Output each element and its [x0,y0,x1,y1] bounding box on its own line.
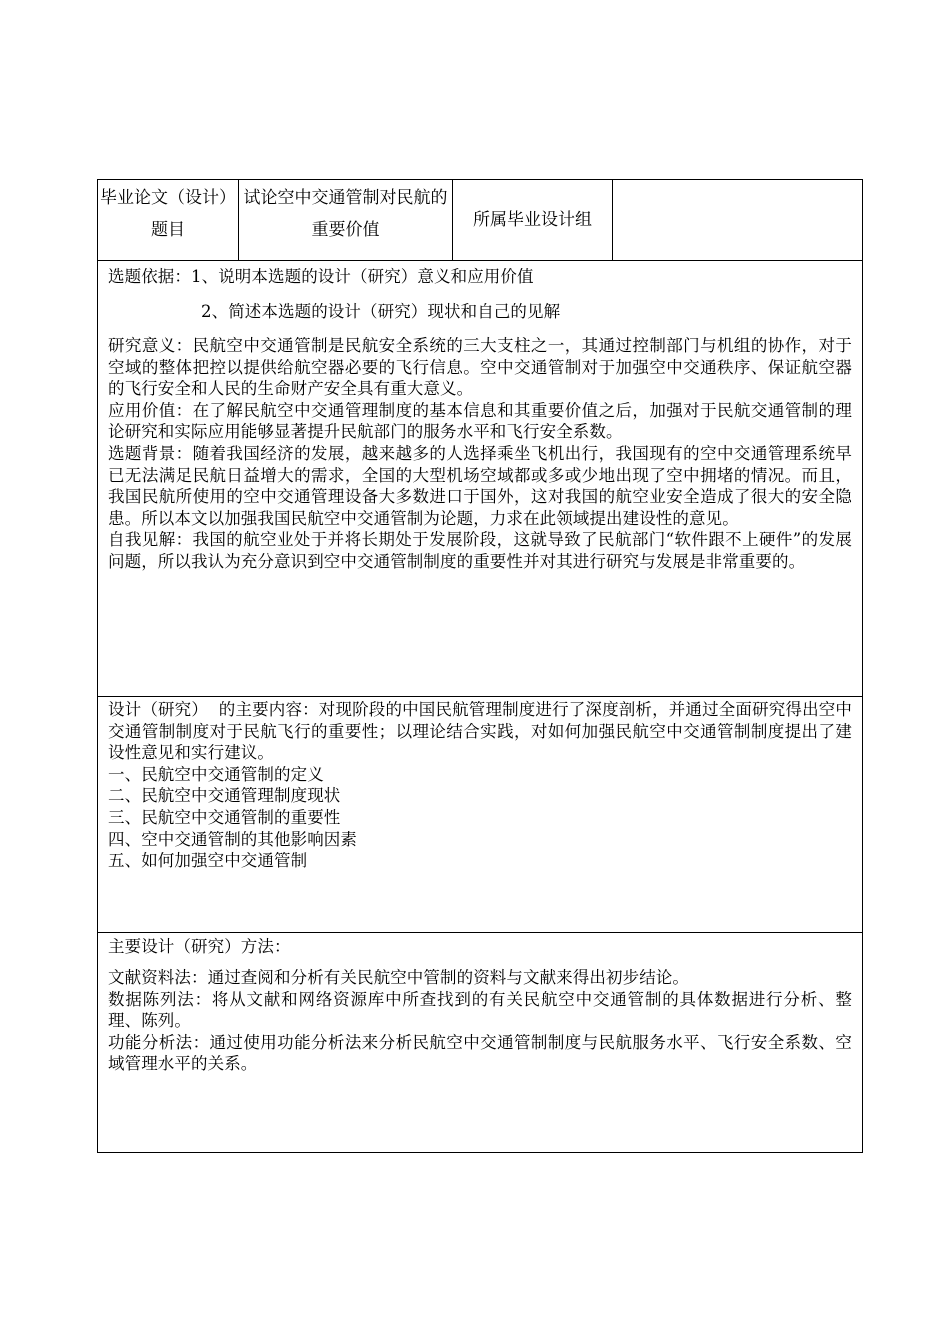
basis-section [98,261,862,696]
content-item: 四、空中交通管制的其他影响因素 [108,829,357,849]
content-item: 一、民航空中交通管制的定义 [108,764,324,784]
topic-value: 试论空中交通管制对民航的重要价值 [243,188,448,240]
methods-heading: 主要设计（研究）方法： [108,937,291,956]
basis-paragraph-value: 应用价值：在了解民航空中交通管理制度的基本信息和其重要价值之后，加强对于民航交通管制的理论研究和实际应用能够显著提升民航部门的服务水平和飞行安全系数。 [108,400,852,442]
methods-paragraph-function: 功能分析法：通过使用功能分析法来分析民航空中交通管制制度与民航服务水平、飞行安全系数、空域管理水平的关系。 [108,1032,852,1074]
content-item: 三、民航空中交通管制的重要性 [108,807,341,827]
content-item: 五、如何加强空中交通管制 [108,851,308,871]
group-label-cell [453,180,613,261]
basis-paragraph-opinion: 自我见解：我国的航空业处于并将长期处于发展阶段，这就导致了民航部门“软件跟不上硬件”的发展问题，所以我认为充分意识到空中交通管制制度的重要性并对其进行研究与发展是非常重要的。 [108,530,852,571]
basis-paragraph-background: 选题背景：随着我国经济的发展，越来越多的人选择乘坐飞机出行，我国现有的空中交通管理系统早已无法满足民航日益增大的需求，全国的大型机场空域都或多或少地出现了空中拥堵的情况。而且，我国民航所使用的空中交通管理设备大多数进口于国外，这对我国的航空业安全造成了很大的安全隐患。所以本文以加强我国民航空中交通管制为论题，力求在此领域提出建设性的意见。 [108,443,852,528]
methods-section [98,933,862,1152]
content-intro: 设计（研究） 的主要内容：对现阶段的中国民航管理制度进行了深度剖析，并通过全面研究得出空中交通管制制度对于民航飞行的重要性；以理论结合实践，对如何加强民航空中交通管制制度提出了建设性意见和实行建议。 [108,700,852,763]
methods-row [98,933,863,1153]
content-section [98,697,862,932]
basis-paragraph-significance: 研究意义：民航空中交通管制是民航安全系统的三大支柱之一，其通过控制部门与机组的协作，对于空域的整体把控以提供给航空器必要的飞行信息。空中交通管制对于加强空中交通秩序、保证航空器的飞行安全和人民的生命财产安全具有重大意义。 [108,336,852,399]
basis-heading-line1: 选题依据：1、说明本选题的设计（研究）意义和应用价值 [108,267,534,286]
basis-cell [98,261,863,697]
group-value-cell [613,180,863,261]
content-item: 二、民航空中交通管理制度现状 [108,786,341,806]
content-row [98,697,863,933]
topic-value-cell [239,180,453,261]
topic-label-cell [98,180,239,261]
topic-label: 毕业论文（设计）题目 [100,188,236,240]
basis-heading-line2: 2、简述本选题的设计（研究）现状和自己的见解 [201,302,561,321]
group-label: 所属毕业设计组 [473,210,592,230]
methods-paragraph-data: 数据陈列法：将从文献和网络资源库中所查找到的有关民航空中交通管制的具体数据进行分析、整理、陈列。 [108,989,852,1031]
proposal-form-table [97,179,863,1153]
methods-paragraph-literature: 文献资料法：通过查阅和分析有关民航空中管制的资料与文献来得出初步结论。 [108,968,689,987]
header-row [98,180,863,261]
basis-row [98,261,863,697]
content-cell [98,697,863,933]
methods-cell [98,933,863,1153]
